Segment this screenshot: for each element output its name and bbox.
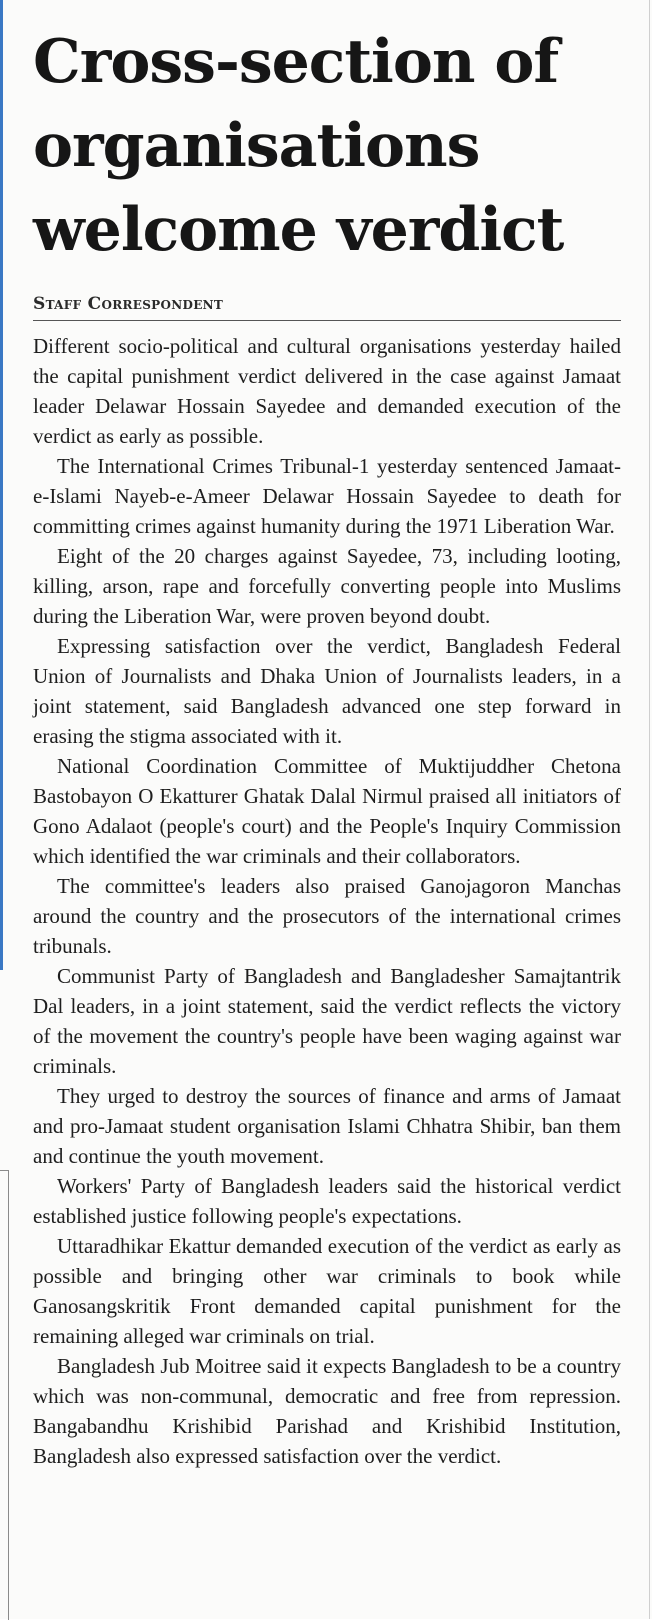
article-body — [33, 331, 621, 1471]
headline — [33, 20, 621, 272]
paragraph: Workers' Party of Bangladesh leaders said the historical verdict established justice following people's expectations. — [33, 1174, 621, 1228]
headline-line-3: welcome verdict — [33, 195, 564, 265]
adjacent-column-border — [0, 1170, 9, 1620]
paragraph: Eight of the 20 charges against Sayedee, 73, including looting, killing, arson, rape and forcefully converting people into Muslims during the Liberation War, were proven beyond doubt. — [33, 544, 621, 628]
paragraph: Different socio-political and cultural organisations yesterday hailed the capital punishment verdict delivered in the case against Jamaat leader Delawar Hossain Sayedee and demanded execution of the verdict as early as possible. — [33, 334, 621, 448]
paragraph: They urged to destroy the sources of finance and arms of Jamaat and pro-Jamaat student organisation Islami Chhatra Shibir, ban them and continue the youth movement. — [33, 1084, 621, 1168]
right-column-rule — [649, 0, 650, 1619]
paragraph: Communist Party of Bangladesh and Bangladesher Samajtantrik Dal leaders, in a joint statement, said the verdict reflects the victory of the movement the country's people have been waging against war criminals. — [33, 964, 621, 1078]
paragraph: Uttaradhikar Ekattur demanded execution of the verdict as early as possible and bringing other war criminals to book while Ganosangskritik Front demanded capital punishment for the remaining alleged war criminals on trial. — [33, 1234, 621, 1348]
headline-line-1: Cross-section of — [33, 27, 559, 97]
headline-line-2: organisations — [33, 111, 480, 181]
left-accent-rule — [0, 0, 3, 970]
paragraph: The International Crimes Tribunal-1 yesterday sentenced Jamaat-e-Islami Nayeb-e-Ameer Delawar Hossain Sayedee to death for committing crimes against humanity during the 1971 Liberation War. — [33, 454, 621, 538]
paragraph: The committee's leaders also praised Ganojagoron Manchas around the country and the prosecutors of the international crimes tribunals. — [33, 874, 621, 958]
paragraph: National Coordination Committee of Muktijuddher Chetona Bastobayon O Ekatturer Ghatak Dalal Nirmul praised all initiators of Gono Adalaot (people's court) and the People's Inquiry Commission which identified the war criminals and their collaborators. — [33, 754, 621, 868]
article — [33, 20, 621, 1471]
paragraph: Bangladesh Jub Moitree said it expects Bangladesh to be a country which was non-communal, democratic and free from repression. Bangabandhu Krishibid Parishad and Krishibid Institution, Bangladesh also expressed satisfaction over the verdict. — [33, 1354, 621, 1468]
byline — [33, 294, 621, 321]
paragraph: Expressing satisfaction over the verdict, Bangladesh Federal Union of Journalists and Dhaka Union of Journalists leaders, in a joint statement, said Bangladesh advanced one step forward in erasing the stigma associated with it. — [33, 634, 621, 748]
byline-text: Staff Correspondent — [33, 294, 224, 314]
